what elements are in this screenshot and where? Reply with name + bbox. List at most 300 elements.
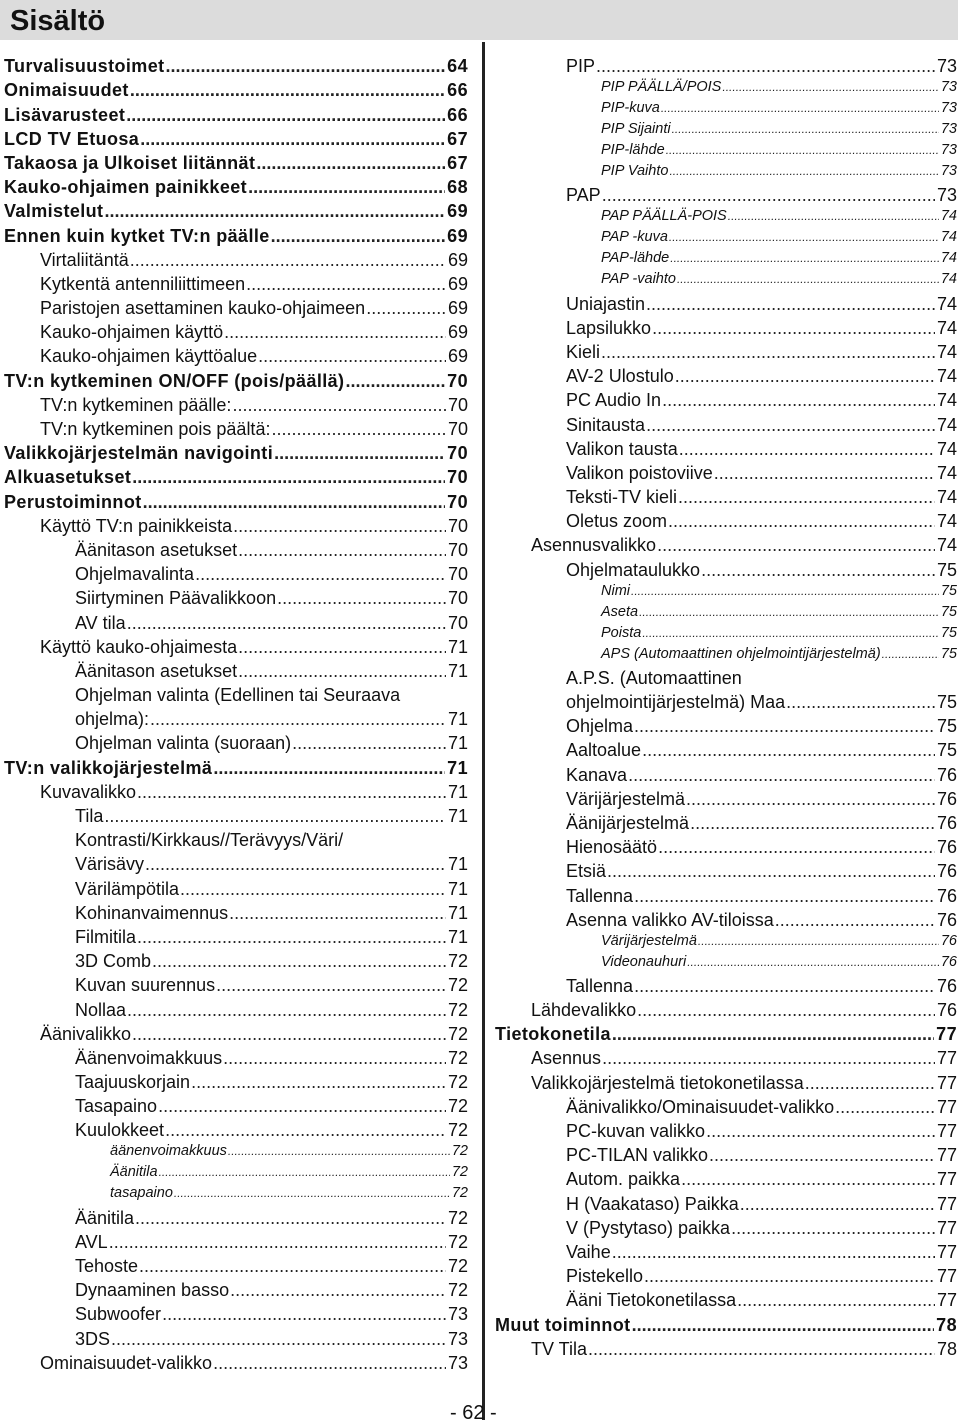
toc-entry-title: Äänitason asetukset xyxy=(75,660,238,681)
toc-entry[interactable] xyxy=(4,1228,468,1252)
toc-entry[interactable] xyxy=(495,688,957,712)
toc-entry[interactable] xyxy=(4,342,468,366)
toc-entry-page: 72 xyxy=(447,1280,468,1301)
toc-entry[interactable] xyxy=(495,268,957,289)
toc-entry[interactable] xyxy=(495,531,957,555)
toc-entry-page: 74 xyxy=(936,414,957,435)
toc-entry-title: Ennen kuin kytket TV:n päälle xyxy=(4,225,270,246)
toc-entry[interactable] xyxy=(495,1068,957,1092)
toc-entry-page: 74 xyxy=(940,208,957,225)
toc-entry-page: 72 xyxy=(447,975,468,996)
toc-entry[interactable] xyxy=(4,76,468,100)
toc-entry[interactable] xyxy=(495,601,957,622)
toc-entry-page: 76 xyxy=(936,975,957,996)
toc-entry-title: PAP -vaihto xyxy=(601,271,676,288)
dot-leader xyxy=(634,716,935,736)
toc-entry[interactable] xyxy=(4,1300,468,1324)
toc-entry-page: 73 xyxy=(936,56,957,77)
toc-entry-page: 70 xyxy=(447,588,468,609)
toc-entry[interactable] xyxy=(495,1141,957,1165)
toc-entry[interactable] xyxy=(495,1310,957,1334)
toc-entry-page: 73 xyxy=(940,79,957,96)
toc-entry[interactable] xyxy=(495,580,957,601)
toc-entry[interactable] xyxy=(4,149,468,173)
toc-entry[interactable] xyxy=(4,899,468,923)
dot-leader xyxy=(274,443,445,463)
toc-entry-title: Äänivalikko xyxy=(40,1023,132,1044)
toc-entry[interactable] xyxy=(4,197,468,221)
dot-leader xyxy=(681,1169,935,1189)
toc-entry[interactable] xyxy=(4,802,468,826)
toc-entry-page: 76 xyxy=(936,1000,957,1021)
toc-entry[interactable] xyxy=(495,1286,957,1310)
toc-entry-page: 76 xyxy=(936,764,957,785)
toc-entry-page: 66 xyxy=(447,104,468,125)
toc-entry-title: Äänitason asetukset xyxy=(75,539,238,560)
toc-entry[interactable] xyxy=(495,555,957,579)
toc-entry-title: Teksti-TV kieli xyxy=(566,487,678,508)
dot-leader xyxy=(150,709,446,729)
toc-entry[interactable] xyxy=(495,1214,957,1238)
toc-entry[interactable] xyxy=(4,52,468,76)
dot-leader xyxy=(233,516,446,536)
dot-leader xyxy=(229,903,446,923)
toc-entry-title: PIP-kuva xyxy=(601,100,660,117)
toc-entry[interactable] xyxy=(4,366,468,390)
toc-entry-title: Asennusvalikko xyxy=(531,535,657,556)
toc-entry[interactable] xyxy=(4,318,468,342)
toc-entry-title: Käyttö kauko-ohjaimesta xyxy=(40,636,238,657)
toc-entry-page: 69 xyxy=(447,298,468,319)
toc-entry[interactable] xyxy=(495,181,957,205)
toc-entry-page: 76 xyxy=(940,932,957,949)
toc-entry-page: 74 xyxy=(936,366,957,387)
dot-leader xyxy=(675,366,935,386)
dot-leader xyxy=(737,1290,935,1310)
toc-entry-title: Lähdevalikko xyxy=(531,1000,637,1021)
dot-leader xyxy=(137,927,446,947)
toc-entry[interactable] xyxy=(4,512,468,536)
toc-entry-title: PIP xyxy=(566,56,596,77)
toc-entry[interactable] xyxy=(495,160,957,181)
toc-entry-page: 77 xyxy=(936,1145,957,1166)
toc-entry[interactable] xyxy=(495,833,957,857)
toc-entry-title: Etsiä xyxy=(566,861,607,882)
dot-leader xyxy=(258,346,446,366)
toc-entry-page: 77 xyxy=(936,1169,957,1190)
toc-entry[interactable] xyxy=(495,118,957,139)
toc-entry-page: 71 xyxy=(447,757,468,778)
dot-leader xyxy=(143,492,446,512)
toc-entry-page: 67 xyxy=(447,128,468,149)
toc-entry-page: 70 xyxy=(447,612,468,633)
toc-entry[interactable] xyxy=(4,270,468,294)
toc-entry-page: 73 xyxy=(940,100,957,117)
toc-entry-page: 64 xyxy=(447,56,468,77)
toc-entry-title: Värisävy xyxy=(75,854,145,875)
dot-leader xyxy=(805,1073,935,1093)
toc-entry-title: H (Vaakataso) Paikka xyxy=(566,1193,739,1214)
toc-entry[interactable] xyxy=(495,881,957,905)
dot-leader xyxy=(662,390,935,410)
toc-entry[interactable] xyxy=(495,226,957,247)
toc-entry-title: APS (Automaattinen ohjelmointijärjestelmä) xyxy=(601,645,881,662)
dot-leader xyxy=(631,581,939,601)
toc-entry-title: AV tila xyxy=(75,612,126,633)
toc-entry-title: Kauko-ohjaimen painikkeet xyxy=(4,177,248,198)
toc-left-column xyxy=(4,52,468,1373)
toc-entry-title: Pistekello xyxy=(566,1266,644,1287)
toc-entry[interactable] xyxy=(4,1140,468,1161)
toc-entry-title: Kauko-ohjaimen käyttö xyxy=(40,322,224,343)
toc-entry[interactable] xyxy=(4,415,468,439)
toc-entry-title: Aseta xyxy=(601,603,639,620)
toc-entry-page: 72 xyxy=(447,1096,468,1117)
toc-entry-title: V (Pystytaso) paikka xyxy=(566,1217,731,1238)
toc-entry-title: Valikkojärjestelmä tietokonetilassa xyxy=(531,1072,804,1093)
toc-entry-title: Nollaa xyxy=(75,999,127,1020)
toc-entry[interactable] xyxy=(495,76,957,97)
toc-entry[interactable] xyxy=(495,435,957,459)
toc-entry[interactable] xyxy=(495,1093,957,1117)
dot-leader xyxy=(658,837,935,857)
toc-entry[interactable] xyxy=(4,560,468,584)
dot-leader xyxy=(140,129,445,149)
toc-entry[interactable] xyxy=(4,1324,468,1348)
toc-entry-title: Äänijärjestelmä xyxy=(566,812,690,833)
toc-entry-title: Kauko-ohjaimen käyttöalue xyxy=(40,346,258,367)
toc-entry-title: Virtaliitäntä xyxy=(40,249,129,270)
toc-entry-title: Asennus xyxy=(531,1048,602,1069)
dot-leader xyxy=(661,98,939,118)
toc-entry-title: Ominaisuudet-valikko xyxy=(40,1352,213,1373)
toc-entry-title: Värijärjestelmä xyxy=(601,932,697,949)
dot-leader xyxy=(246,274,446,294)
dot-leader xyxy=(666,140,939,160)
toc-entry[interactable] xyxy=(4,1161,468,1182)
toc-entry[interactable] xyxy=(495,1165,957,1189)
dot-leader xyxy=(228,1141,450,1161)
toc-entry[interactable] xyxy=(4,923,468,947)
toc-entry[interactable] xyxy=(4,778,468,802)
toc-entry[interactable] xyxy=(4,294,468,318)
dot-leader xyxy=(256,153,445,173)
toc-entry-page: 72 xyxy=(451,1143,468,1160)
toc-entry[interactable] xyxy=(495,972,957,996)
toc-entry-page: 71 xyxy=(447,902,468,923)
toc-entry-title: Kohinanvaimennus xyxy=(75,902,229,923)
toc-entry[interactable] xyxy=(4,487,468,511)
toc-entry-title: PIP PÄÄLLÄ/POIS xyxy=(601,79,722,96)
toc-entry[interactable] xyxy=(495,1335,957,1359)
toc-entry[interactable] xyxy=(495,1117,957,1141)
toc-entry-title: Dynaaminen basso xyxy=(75,1280,230,1301)
toc-entry-title: Tietokonetila xyxy=(495,1024,611,1045)
dot-leader xyxy=(709,1145,935,1165)
dot-leader xyxy=(670,248,939,268)
toc-entry[interactable] xyxy=(4,125,468,149)
toc-entry[interactable] xyxy=(4,1044,468,1068)
toc-entry[interactable] xyxy=(4,1092,468,1116)
toc-entry[interactable] xyxy=(4,391,468,415)
toc-entry-page: 71 xyxy=(447,636,468,657)
toc-entry[interactable] xyxy=(495,362,957,386)
toc-entry[interactable] xyxy=(4,1020,468,1044)
toc-entry[interactable] xyxy=(4,173,468,197)
toc-entry-page: 71 xyxy=(447,806,468,826)
toc-entry[interactable] xyxy=(4,1252,468,1276)
dot-leader xyxy=(130,250,446,270)
toc-entry-title: Valikon poistoviive xyxy=(566,462,713,483)
dot-leader xyxy=(180,879,446,899)
toc-entry[interactable] xyxy=(4,221,468,245)
dot-leader xyxy=(345,371,445,391)
toc-entry-page: 72 xyxy=(451,1164,468,1181)
dot-leader xyxy=(248,177,445,197)
dot-leader xyxy=(706,1121,935,1141)
toc-entry-page: 74 xyxy=(936,487,957,508)
toc-entry[interactable] xyxy=(495,483,957,507)
toc-entry-page: 70 xyxy=(447,443,468,464)
dot-leader xyxy=(127,613,446,633)
toc-entry-page: 73 xyxy=(940,121,957,138)
dot-leader xyxy=(158,1096,446,1116)
toc-entry-title: TV:n valikkojärjestelmä xyxy=(4,757,213,778)
toc-entry[interactable] xyxy=(4,753,468,777)
dot-leader xyxy=(678,487,935,507)
toc-entry-page: 77 xyxy=(936,1266,957,1287)
toc-entry[interactable] xyxy=(495,857,957,881)
toc-entry[interactable] xyxy=(495,314,957,338)
toc-entry[interactable] xyxy=(495,1262,957,1286)
toc-entry-title: Videonauhuri xyxy=(601,953,687,970)
dot-leader xyxy=(127,1000,446,1020)
toc-entry-title: Valikon tausta xyxy=(566,438,678,459)
dot-leader xyxy=(686,789,935,809)
toc-entry-title: TV:n kytkeminen päälle: xyxy=(40,394,232,415)
dot-leader xyxy=(162,1304,446,1324)
dot-leader xyxy=(596,56,935,76)
page-number: - 62 - xyxy=(450,1402,497,1424)
toc-entry[interactable] xyxy=(4,874,468,898)
dot-leader xyxy=(634,886,935,906)
toc-entry[interactable] xyxy=(495,809,957,833)
toc-entry[interactable] xyxy=(4,971,468,995)
toc-entry[interactable] xyxy=(495,951,957,972)
toc-entry[interactable] xyxy=(495,410,957,434)
dot-leader xyxy=(191,1072,446,1092)
dot-leader xyxy=(223,1048,446,1068)
toc-entry-page: 72 xyxy=(447,951,468,972)
toc-entry[interactable] xyxy=(4,1182,468,1203)
dot-leader xyxy=(271,419,446,439)
dot-leader xyxy=(740,1194,935,1214)
toc-entry-page: 77 xyxy=(936,1193,957,1214)
toc-entry[interactable] xyxy=(4,1068,468,1092)
toc-entry[interactable] xyxy=(495,205,957,226)
toc-entry-title: A.P.S. (Automaattinen xyxy=(566,667,742,688)
toc-entry[interactable] xyxy=(495,785,957,809)
toc-entry-page: 77 xyxy=(936,1048,957,1069)
dot-leader xyxy=(213,758,445,778)
dot-leader xyxy=(652,318,935,338)
toc-entry[interactable] xyxy=(4,1116,468,1140)
toc-entry[interactable] xyxy=(4,1349,468,1373)
toc-entry[interactable] xyxy=(4,1203,468,1227)
toc-entry-page: 76 xyxy=(936,812,957,833)
toc-entry-page: 73 xyxy=(447,1352,468,1373)
toc-entry-title: TV:n kytkeminen pois päältä: xyxy=(40,419,271,439)
dot-leader xyxy=(642,623,939,643)
toc-entry-title: 3DS xyxy=(75,1328,111,1349)
dot-leader xyxy=(139,1256,446,1276)
toc-entry-title: Ohjelma xyxy=(566,716,634,737)
toc-entry[interactable] xyxy=(4,584,468,608)
dot-leader xyxy=(714,463,935,483)
toc-entry[interactable] xyxy=(495,139,957,160)
header-bar xyxy=(0,0,958,40)
dot-leader xyxy=(165,1120,446,1140)
toc-entry-page: 72 xyxy=(447,1023,468,1044)
toc-entry-title: Ääni Tietokonetilassa xyxy=(566,1290,737,1311)
toc-entry-page: 74 xyxy=(936,341,957,362)
toc-entry-page: 75 xyxy=(940,603,957,620)
toc-entry[interactable] xyxy=(4,657,468,681)
dot-leader xyxy=(657,535,935,555)
toc-entry[interactable] xyxy=(495,52,957,76)
toc-entry-page: 72 xyxy=(447,1231,468,1252)
toc-entry-title: Lapsilukko xyxy=(566,317,652,338)
dot-leader xyxy=(882,644,939,664)
toc-entry[interactable] xyxy=(4,463,468,487)
toc-entry[interactable] xyxy=(495,1238,957,1262)
dot-leader xyxy=(132,1024,446,1044)
toc-entry-title: Käyttö TV:n painikkeista xyxy=(40,515,233,536)
dot-leader xyxy=(238,637,446,657)
toc-entry[interactable] xyxy=(4,100,468,124)
toc-entry-page: 73 xyxy=(936,185,957,206)
dot-leader xyxy=(238,661,446,681)
toc-entry[interactable] xyxy=(495,664,957,688)
toc-entry[interactable] xyxy=(495,906,957,930)
toc-entry-page: 74 xyxy=(936,438,957,459)
toc-entry-page: 76 xyxy=(936,837,957,858)
toc-entry[interactable] xyxy=(495,622,957,643)
toc-entry-title: Poista xyxy=(601,624,642,641)
toc-entry[interactable] xyxy=(495,338,957,362)
toc-entry[interactable] xyxy=(495,930,957,951)
toc-entry[interactable] xyxy=(495,1189,957,1213)
toc-entry-page: 70 xyxy=(447,370,468,391)
toc-entry[interactable] xyxy=(4,536,468,560)
dot-leader xyxy=(159,1162,450,1182)
toc-entry-page: 70 xyxy=(447,515,468,536)
toc-right-column xyxy=(495,52,957,1359)
dot-leader xyxy=(642,740,935,760)
toc-entry[interactable] xyxy=(495,760,957,784)
toc-entry[interactable] xyxy=(495,459,957,483)
toc-entry[interactable] xyxy=(4,995,468,1019)
toc-entry[interactable] xyxy=(4,729,468,753)
toc-entry-title: PIP Vaihto xyxy=(601,163,669,180)
toc-entry[interactable] xyxy=(495,289,957,313)
toc-entry-title: Äänivalikko/Ominaisuudet-valikko xyxy=(566,1096,835,1117)
toc-entry-title: ohjelma): xyxy=(75,709,150,730)
toc-entry[interactable] xyxy=(495,247,957,268)
toc-entry[interactable] xyxy=(495,643,957,664)
dot-leader xyxy=(145,854,446,874)
toc-entry-title: Alkuasetukset xyxy=(4,467,132,488)
toc-entry-title: Äänitila xyxy=(110,1164,158,1181)
toc-entry-page: 75 xyxy=(936,740,957,761)
toc-entry-title: Nimi xyxy=(601,582,630,599)
toc-entry-title: Äänitila xyxy=(75,1207,135,1228)
dot-leader xyxy=(130,80,445,100)
toc-entry-page: 74 xyxy=(936,535,957,556)
toc-entry-page: 69 xyxy=(447,322,468,343)
dot-leader xyxy=(669,227,939,247)
toc-entry-title: TV Tila xyxy=(531,1338,588,1359)
toc-entry[interactable] xyxy=(4,826,468,850)
dot-leader xyxy=(271,226,446,246)
toc-entry-title: PAP xyxy=(566,185,601,206)
toc-entry[interactable] xyxy=(4,947,468,971)
toc-entry-title: Kieli xyxy=(566,341,601,362)
toc-entry[interactable] xyxy=(495,97,957,118)
dot-leader xyxy=(607,861,935,881)
toc-entry[interactable] xyxy=(4,681,468,705)
toc-entry-page: 77 xyxy=(936,1121,957,1141)
toc-entry-title: Autom. paikka xyxy=(566,1169,681,1190)
dot-leader xyxy=(698,931,939,951)
toc-entry[interactable] xyxy=(495,507,957,531)
toc-entry[interactable] xyxy=(495,712,957,736)
dot-leader xyxy=(602,1048,935,1068)
toc-entry-title: Onimaisuudet xyxy=(4,80,129,101)
dot-leader xyxy=(644,1266,935,1286)
dot-leader xyxy=(775,910,935,930)
toc-entry[interactable] xyxy=(4,705,468,729)
toc-entry[interactable] xyxy=(4,850,468,874)
toc-entry-title: Tila xyxy=(75,806,104,826)
toc-entry[interactable] xyxy=(495,736,957,760)
toc-entry[interactable] xyxy=(4,633,468,657)
toc-entry[interactable] xyxy=(4,608,468,632)
toc-entry-title: 3D Comb xyxy=(75,951,152,972)
toc-entry-page: 76 xyxy=(936,788,957,809)
toc-entry-title: Valikkojärjestelmän navigointi xyxy=(4,443,274,464)
dot-leader xyxy=(230,1280,446,1300)
toc-entry-title: Filmitila xyxy=(75,926,136,947)
toc-entry-page: 67 xyxy=(447,152,468,173)
toc-entry-page: 77 xyxy=(936,1072,957,1093)
toc-entry[interactable] xyxy=(495,996,957,1020)
dot-leader xyxy=(238,540,446,560)
toc-entry[interactable] xyxy=(495,1020,957,1044)
toc-entry[interactable] xyxy=(495,386,957,410)
toc-entry-page: 77 xyxy=(936,1290,957,1311)
toc-entry-page: 68 xyxy=(447,177,468,198)
dot-leader xyxy=(639,602,939,622)
toc-entry[interactable] xyxy=(4,246,468,270)
toc-entry-title: AV-2 Ulostulo xyxy=(566,366,674,387)
toc-entry[interactable] xyxy=(495,1044,957,1068)
toc-entry[interactable] xyxy=(4,1276,468,1300)
toc-entry[interactable] xyxy=(4,439,468,463)
page-title: Sisältö xyxy=(10,5,106,37)
dot-leader xyxy=(126,105,445,125)
toc-entry-page: 74 xyxy=(940,271,957,288)
